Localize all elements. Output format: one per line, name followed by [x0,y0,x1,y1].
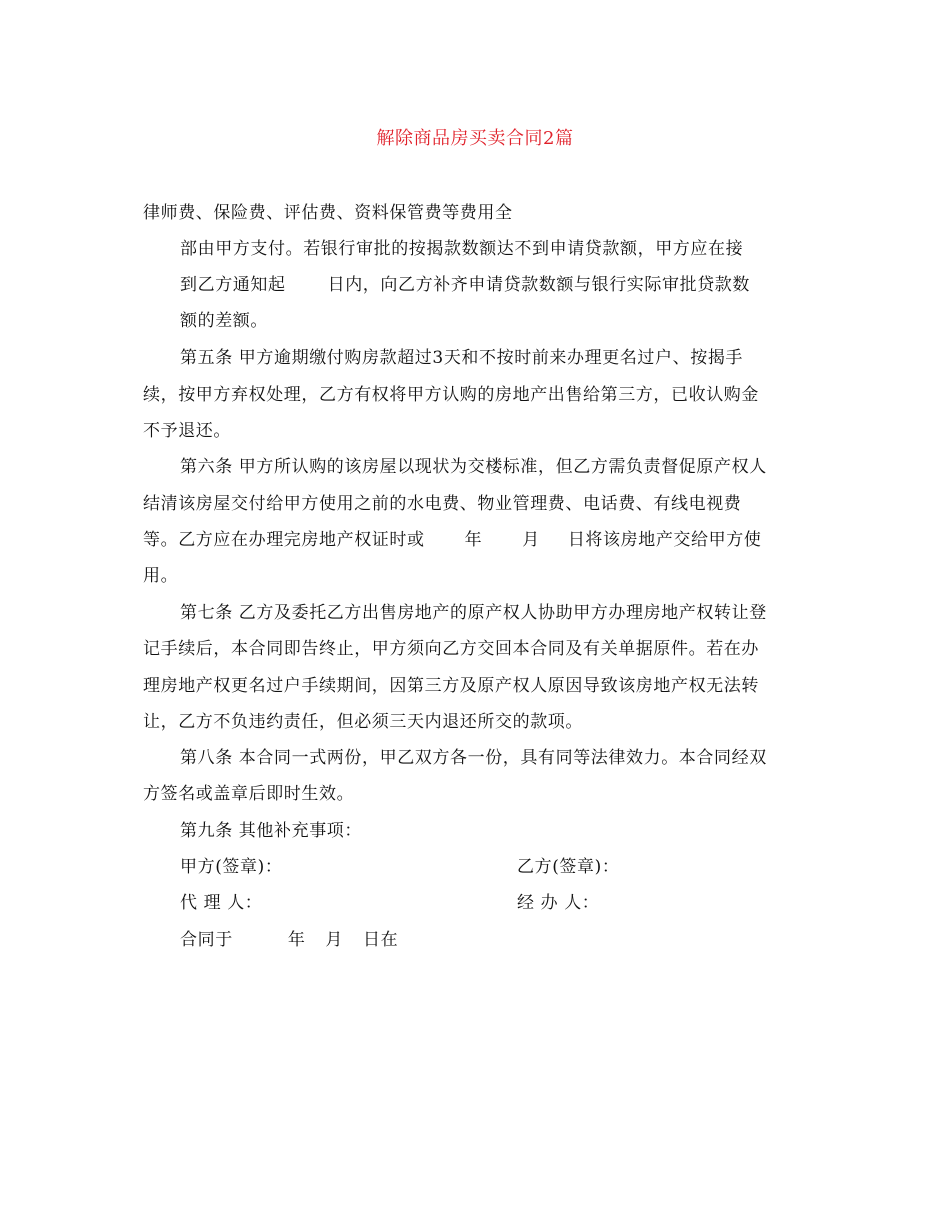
article-8-line: 第八条 本合同一式两份，甲乙双方各一份，具有同等法律效力。本合同经双 [180,748,767,768]
article-7-line: 第七条 乙方及委托乙方出售房地产的原产权人协助甲方办理房地产权转让登 [180,603,767,623]
text-fragment: 合同于 [180,930,233,950]
document-title: 解除商品房买卖合同2篇 [376,128,574,149]
text-line [180,270,750,295]
text-line: 结清该房屋交付给甲方使用之前的水电费、物业管理费、电话费、有线电视费 [143,494,742,514]
party-a-signature-label: 甲方(签章)： [180,857,283,877]
text-line: 记手续后，本合同即告终止，甲方须向乙方交回本合同及有关单据原件。若在办 [143,639,759,659]
text-fragment: 年 [464,530,483,550]
text-line: 部由甲方支付。若银行审批的按揭款数额达不到申请贷款额，甲方应在接 [180,239,744,259]
text-line: 律师费、保险费、评估费、资料保管费等费用全 [143,203,513,223]
article-5-line: 第五条 甲方逾期缴付购房款超过3天和不按时前来办理更名过户、按揭手 [180,348,744,368]
text-line: 不予退还。 [143,421,231,441]
text-fragment: 日内，向乙方补齐申请贷款数额与银行实际审批贷款数 [327,275,751,295]
contract-date-line [180,925,398,950]
handler-label: 经 办 人： [517,893,600,913]
text-line [143,525,761,550]
agent-label: 代 理 人： [180,893,263,913]
article-9-line: 第九条 其他补充事项： [180,821,363,841]
article-6-line: 第六条 甲方所认购的该房屋以现状为交楼标准，但乙方需负责督促原产权人 [180,457,767,477]
text-fragment: 月 [325,930,344,950]
text-line: 方签名或盖章后即时生效。 [143,784,355,804]
party-b-signature-label: 乙方(签章)： [517,857,620,877]
text-line: 让，乙方不负违约责任，但必须三天内退还所交的款项。 [143,712,583,732]
text-line: 理房地产权更名过户手续期间，因第三方及原产权人原因导致该房地产权无法转 [143,676,759,696]
text-fragment: 等。乙方应在办理完房地产权证时或 [143,530,425,550]
text-fragment: 到乙方通知起 [180,275,286,295]
text-line: 用。 [143,566,179,586]
text-line: 额的差额。 [180,311,268,331]
text-fragment: 年 [287,930,306,950]
text-fragment: 日将该房地产交给甲方使 [567,530,762,550]
text-fragment: 日在 [363,930,399,950]
text-line: 续，按甲方弃权处理，乙方有权将甲方认购的房地产出售给第三方，已收认购金 [143,385,759,405]
text-fragment: 月 [522,530,540,550]
